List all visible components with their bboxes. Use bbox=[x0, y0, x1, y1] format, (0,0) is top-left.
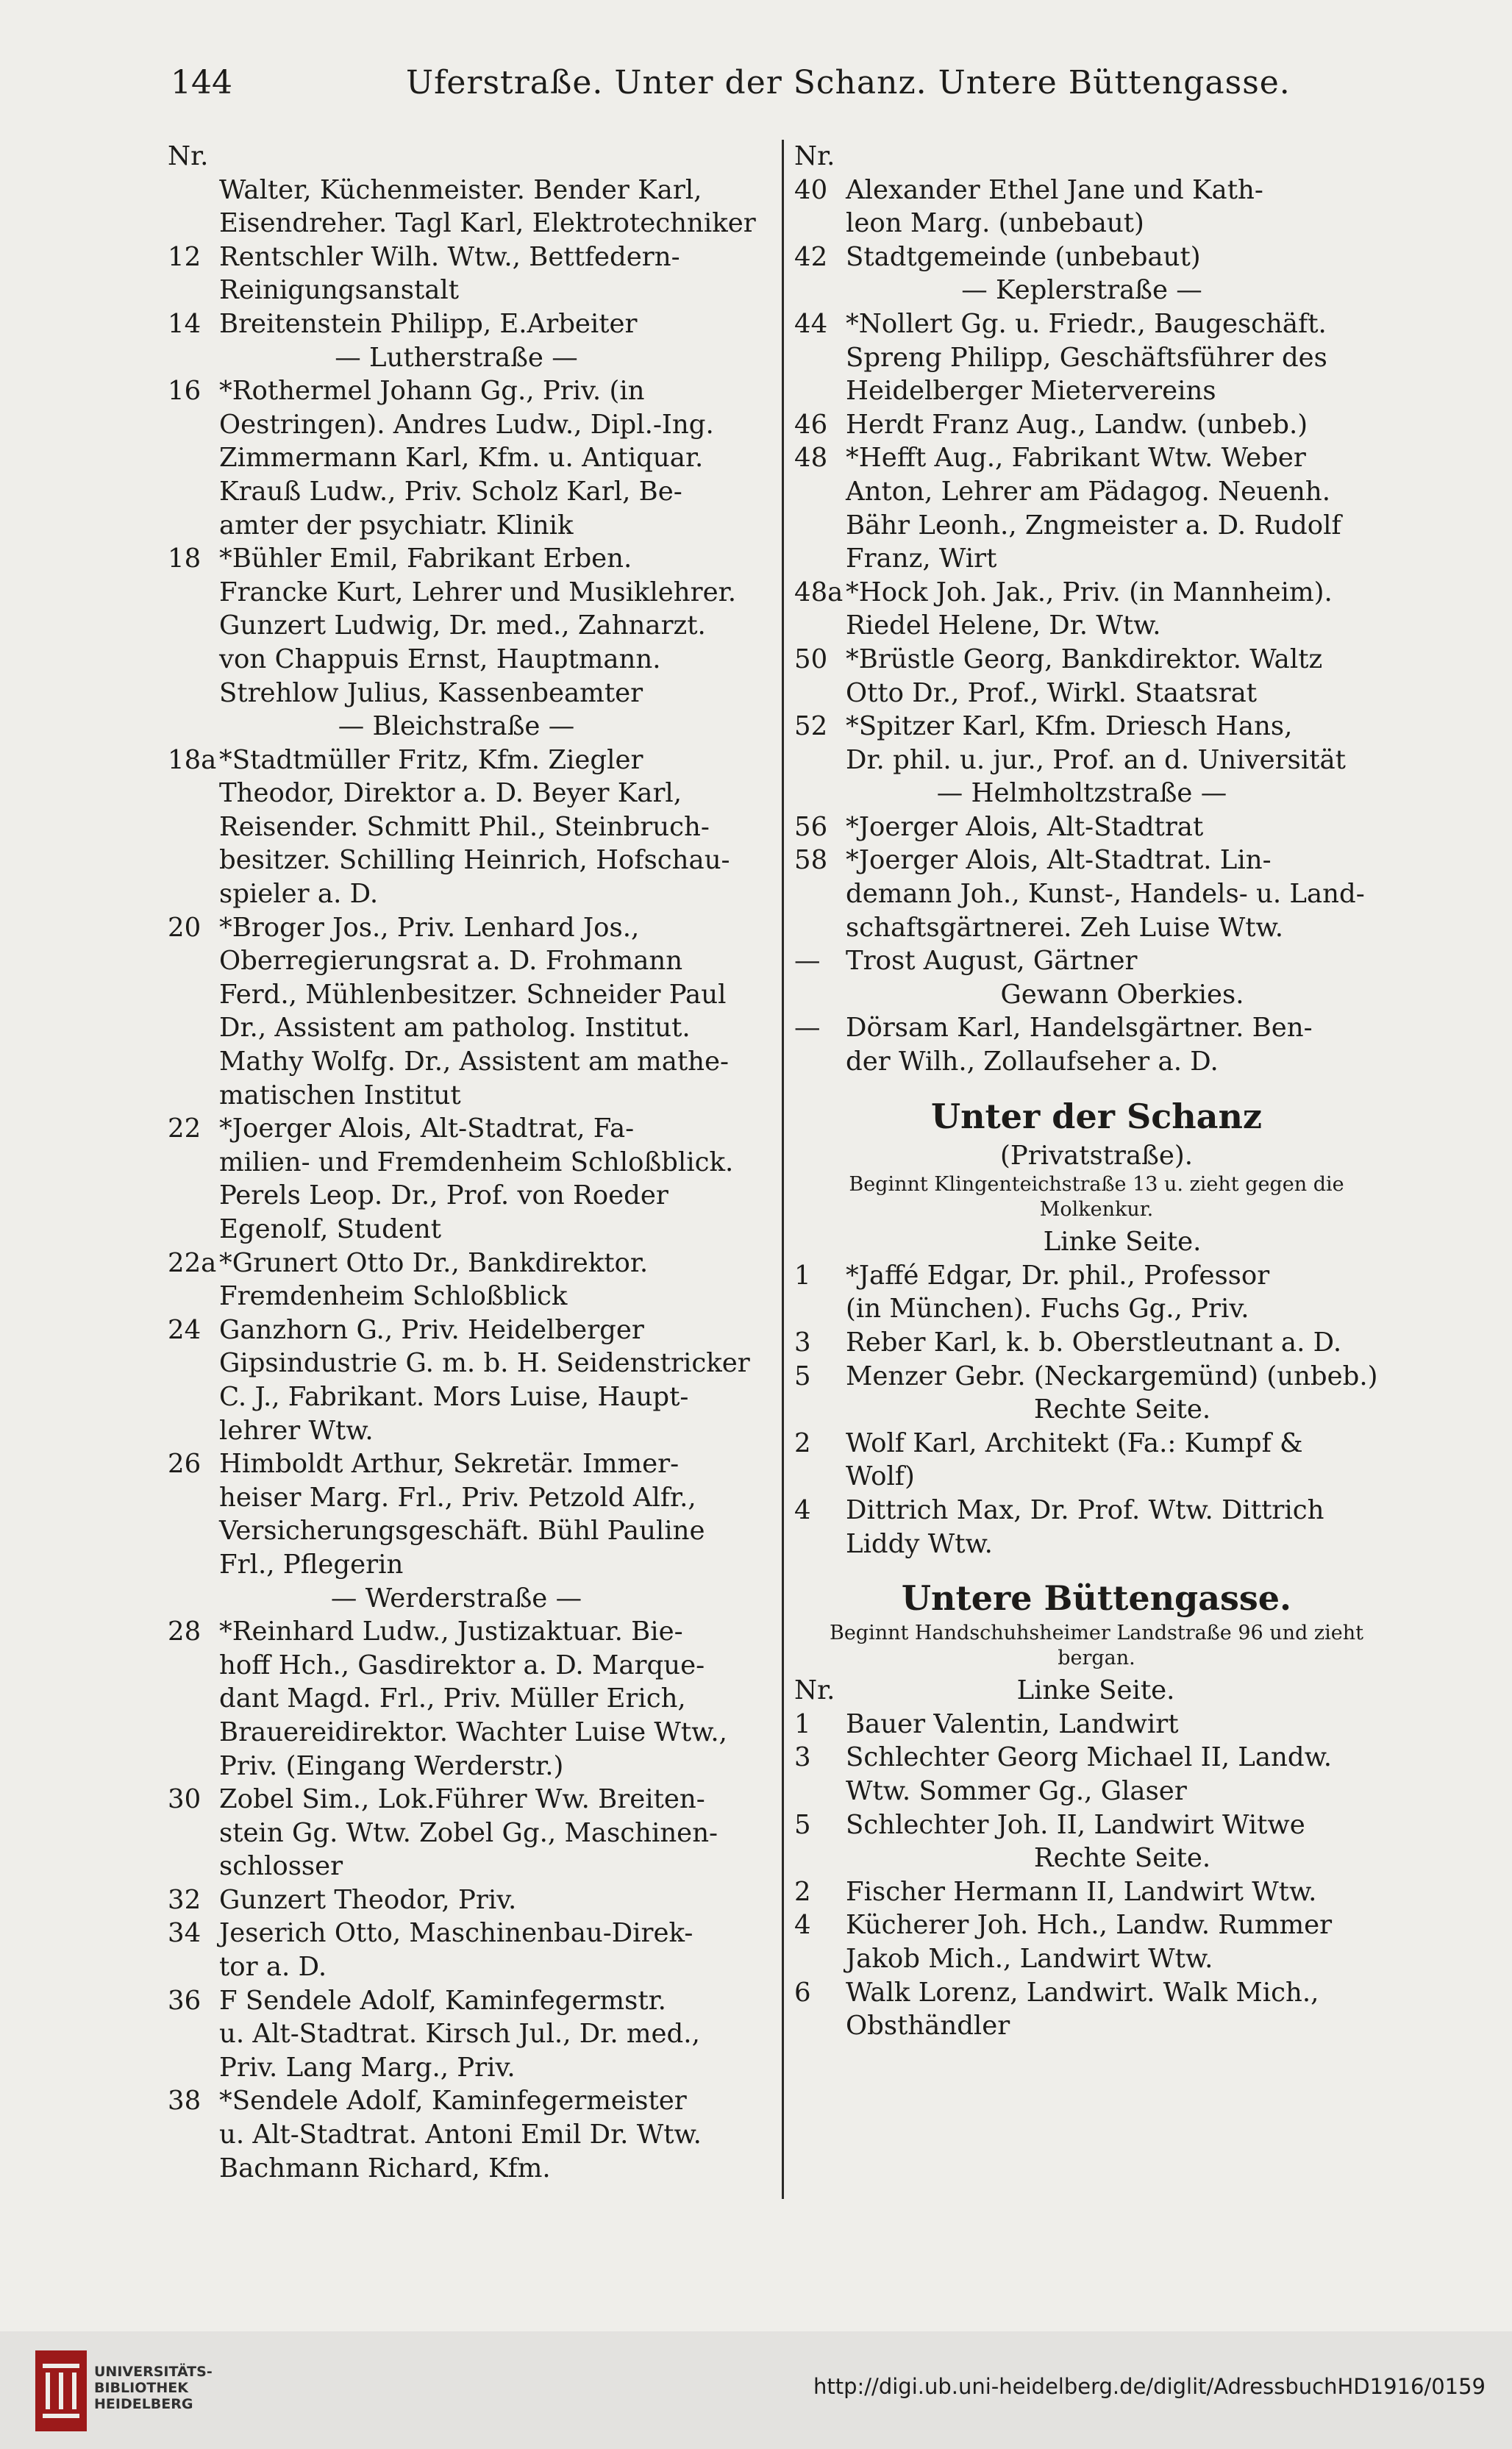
entry-text: *Stadtmüller Fritz, Kfm. Ziegler bbox=[219, 744, 643, 775]
address-entry bbox=[168, 1447, 774, 1481]
address-entry bbox=[794, 1427, 1399, 1461]
entry-continuation: Frl., Pflegerin bbox=[219, 1549, 404, 1580]
address-entry bbox=[794, 1875, 1399, 1909]
entry-continuation: stein Gg. Wtw. Zobel Gg., Maschinen- bbox=[219, 1817, 718, 1848]
cross-street-marker: — Helmholtzstraße — bbox=[936, 778, 1227, 809]
entry-continuation: C. J., Fabrikant. Mors Luise, Haupt- bbox=[219, 1381, 689, 1412]
house-number: 34 bbox=[168, 1918, 202, 1949]
address-entry bbox=[168, 2084, 774, 2118]
entry-text: *Grunert Otto Dr., Bankdirektor. bbox=[219, 1247, 649, 1278]
entry-continuation: besitzer. Schilling Heinrich, Hofschau- bbox=[219, 845, 730, 876]
address-entry bbox=[168, 1984, 774, 2018]
entry-continuation: Brauereidirektor. Wachter Luise Wtw., bbox=[219, 1717, 727, 1747]
entry-continuation: Strehlow Julius, Kassenbeamter bbox=[219, 677, 643, 708]
house-number: 38 bbox=[168, 2086, 202, 2117]
column-number-header: Nr. bbox=[794, 1675, 835, 1706]
entry-continuation: Oestringen). Andres Ludw., Dipl.-Ing. bbox=[219, 409, 714, 440]
library-name-line: HEIDELBERG bbox=[94, 2396, 193, 2412]
entry-continuation: Fremdenheim Schloßblick bbox=[219, 1281, 568, 1312]
entry-text: *Jaffé Edgar, Dr. phil., Professor bbox=[846, 1260, 1270, 1291]
entry-continuation: Perels Leop. Dr., Prof. von Roeder bbox=[219, 1180, 668, 1211]
section-heading-untere-buettengasse: Untere Büttengasse. bbox=[901, 1578, 1292, 1619]
entry-continuation: Krauß Ludw., Priv. Scholz Karl, Be- bbox=[219, 476, 682, 507]
column-number-header: Nr. bbox=[794, 141, 835, 171]
house-number: 56 bbox=[794, 811, 828, 842]
unter-der-schanz-entries bbox=[794, 1225, 1399, 1561]
entry-continuation: Heidelberger Mietervereins bbox=[846, 376, 1216, 407]
entry-text: Trost August, Gärtner bbox=[846, 946, 1138, 977]
address-entry bbox=[794, 1360, 1399, 1394]
page-header bbox=[171, 57, 1421, 109]
entry-text: *Joerger Alois, Alt-Stadtrat, Fa- bbox=[219, 1113, 635, 1144]
uferstrasse-continuation bbox=[794, 140, 1399, 1079]
cross-street-marker: — Lutherstraße — bbox=[335, 342, 578, 373]
address-entry bbox=[168, 307, 774, 341]
entry-continuation: Theodor, Direktor a. D. Beyer Karl, bbox=[219, 778, 682, 809]
address-entry bbox=[794, 408, 1399, 442]
entry-continuation: Liddy Wtw. bbox=[846, 1528, 993, 1559]
house-number: 50 bbox=[794, 644, 828, 674]
address-entry bbox=[794, 944, 1399, 978]
address-entry bbox=[794, 576, 1399, 610]
address-entry bbox=[794, 710, 1399, 744]
house-number: 22a bbox=[168, 1247, 217, 1278]
house-number: 58 bbox=[794, 845, 828, 876]
house-number: 36 bbox=[168, 1985, 202, 2016]
entry-text: *Hefft Aug., Fabrikant Wtw. Weber bbox=[846, 443, 1306, 474]
entry-continuation: Bachmann Richard, Kfm. bbox=[219, 2153, 551, 2184]
house-number: 14 bbox=[168, 308, 202, 339]
house-number: 22 bbox=[168, 1113, 202, 1144]
entry-continuation: demann Joh., Kunst-, Handels- u. Land- bbox=[846, 879, 1365, 910]
library-name bbox=[94, 2364, 213, 2412]
address-entry bbox=[168, 240, 774, 274]
entry-continuation: matischen Institut bbox=[219, 1080, 461, 1111]
entry-continuation: Oberregierungsrat a. D. Frohmann bbox=[219, 946, 683, 977]
entry-text: Schlechter Georg Michael II, Landw. bbox=[846, 1742, 1333, 1773]
entry-continuation: Reisender. Schmitt Phil., Steinbruch- bbox=[219, 811, 710, 842]
entry-text: Alexander Ethel Jane und Kath- bbox=[846, 174, 1263, 205]
running-title: Uferstraße. Unter der Schanz. Untere Büttengasse. bbox=[406, 64, 1291, 101]
side-subheading: Linke Seite. bbox=[1043, 1227, 1202, 1258]
library-name-line: UNIVERSITÄTS- bbox=[94, 2364, 213, 2380]
entry-continuation: Eisendreher. Tagl Karl, Elektrotechniker bbox=[219, 208, 756, 239]
entry-text: *Broger Jos., Priv. Lenhard Jos., bbox=[219, 912, 640, 943]
entry-text: *Joerger Alois, Alt-Stadtrat bbox=[846, 811, 1204, 842]
entry-continuation: dant Magd. Frl., Priv. Müller Erich, bbox=[219, 1683, 686, 1714]
house-number: 48a bbox=[794, 577, 844, 607]
entry-continuation: Riedel Helene, Dr. Wtw. bbox=[846, 610, 1161, 641]
side-subheading: Rechte Seite. bbox=[1033, 1394, 1211, 1425]
column-number-header: Nr. bbox=[168, 141, 209, 171]
house-number: — bbox=[794, 1013, 821, 1044]
entry-continuation: Wolf) bbox=[846, 1461, 915, 1492]
entry-text: Zobel Sim., Lok.Führer Ww. Breiten- bbox=[219, 1784, 705, 1815]
house-number: 16 bbox=[168, 376, 202, 407]
address-entry bbox=[794, 1494, 1399, 1527]
entry-continuation: Gunzert Ludwig, Dr. med., Zahnarzt. bbox=[219, 610, 706, 641]
house-number: 3 bbox=[794, 1742, 811, 1773]
source-url-link[interactable]: http://digi.ub.uni-heidelberg.de/diglit/AdressbuchHD1916/0159 bbox=[813, 2374, 1486, 2399]
address-entry bbox=[168, 374, 774, 408]
library-name-line: BIBLIOTHEK bbox=[94, 2380, 188, 2396]
entry-continuation: hoff Hch., Gasdirektor a. D. Marque- bbox=[219, 1650, 705, 1680]
house-number: 4 bbox=[794, 1910, 811, 1941]
entry-text: Fischer Hermann II, Landwirt Wtw. bbox=[846, 1876, 1317, 1907]
house-number: 12 bbox=[168, 241, 202, 272]
entry-text: Herdt Franz Aug., Landw. (unbeb.) bbox=[846, 409, 1308, 440]
entry-continuation: Wtw. Sommer Gg., Glaser bbox=[846, 1775, 1187, 1806]
address-entry bbox=[794, 1708, 1399, 1742]
section-note: Beginnt Klingenteichstraße 13 u. zieht gegen die Molkenkur. bbox=[849, 1173, 1344, 1222]
address-entry bbox=[794, 1908, 1399, 1942]
entry-text: Stadtgemeinde (unbebaut) bbox=[846, 241, 1201, 272]
address-entry bbox=[794, 1808, 1399, 1842]
entry-continuation: heiser Marg. Frl., Priv. Petzold Alfr., bbox=[219, 1482, 696, 1513]
house-number: 1 bbox=[794, 1260, 811, 1291]
house-number: 6 bbox=[794, 1977, 811, 2008]
side-subheading: Gewann Oberkies. bbox=[1000, 979, 1244, 1010]
entry-continuation: schlosser bbox=[219, 1851, 343, 1882]
address-entry bbox=[168, 911, 774, 945]
house-number: 42 bbox=[794, 241, 828, 272]
section-note: Beginnt Handschuhsheimer Landstraße 96 und zieht bergan. bbox=[829, 1622, 1363, 1670]
section-heading-unter-der-schanz: Unter der Schanz bbox=[930, 1096, 1263, 1136]
side-subheading: Rechte Seite. bbox=[1033, 1843, 1211, 1874]
entry-continuation: amter der psychiatr. Klinik bbox=[219, 510, 574, 541]
entry-text: Menzer Gebr. (Neckargemünd) (unbeb.) bbox=[846, 1361, 1378, 1391]
entry-text: *Nollert Gg. u. Friedr., Baugeschäft. bbox=[846, 308, 1327, 339]
address-entry bbox=[168, 1615, 774, 1649]
entry-text: Dittrich Max, Dr. Prof. Wtw. Dittrich bbox=[846, 1494, 1324, 1525]
address-entry bbox=[168, 744, 774, 777]
house-number: 3 bbox=[794, 1327, 811, 1358]
entry-continuation: lehrer Wtw. bbox=[219, 1415, 374, 1446]
house-number: 2 bbox=[794, 1427, 811, 1458]
address-entry bbox=[168, 1313, 774, 1347]
untere-buettengasse-entries bbox=[794, 1674, 1399, 2043]
entry-continuation: Anton, Lehrer am Pädagog. Neuenh. bbox=[846, 476, 1331, 507]
entry-text: F Sendele Adolf, Kaminfegermstr. bbox=[219, 1985, 666, 2016]
entry-text: Walk Lorenz, Landwirt. Walk Mich., bbox=[846, 1977, 1319, 2008]
cross-street-marker: — Werderstraße — bbox=[330, 1583, 582, 1614]
address-entry bbox=[794, 307, 1399, 341]
entry-text: Dörsam Karl, Handelsgärtner. Ben- bbox=[846, 1013, 1313, 1044]
address-entry bbox=[168, 1783, 774, 1817]
entry-continuation: Ferd., Mühlenbesitzer. Schneider Paul bbox=[219, 979, 727, 1010]
address-entry bbox=[794, 1976, 1399, 2010]
entry-text: Gunzert Theodor, Priv. bbox=[219, 1884, 517, 1915]
entry-continuation: von Chappuis Ernst, Hauptmann. bbox=[219, 644, 661, 674]
entry-continuation: tor a. D. bbox=[219, 1952, 327, 1983]
house-number: — bbox=[794, 946, 821, 977]
address-entry bbox=[794, 240, 1399, 274]
entry-continuation: Dr. phil. u. jur., Prof. an d. Universität bbox=[846, 744, 1346, 775]
section-subtitle: (Privatstraße). bbox=[999, 1140, 1194, 1171]
entry-continuation: leon Marg. (unbebaut) bbox=[846, 208, 1144, 239]
column-divider bbox=[782, 140, 784, 2199]
entry-continuation: milien- und Fremdenheim Schloßblick. bbox=[219, 1147, 734, 1177]
entry-continuation: schaftsgärtnerei. Zeh Luise Wtw. bbox=[846, 912, 1283, 943]
entry-continuation: der Wilh., Zollaufseher a. D. bbox=[846, 1047, 1219, 1077]
address-entry bbox=[794, 441, 1399, 475]
entry-continuation: spieler a. D. bbox=[219, 879, 379, 910]
entry-continuation: Otto Dr., Prof., Wirkl. Staatsrat bbox=[846, 677, 1258, 708]
address-entry bbox=[794, 1011, 1399, 1045]
entry-text: Rentschler Wilh. Wtw., Bettfedern- bbox=[219, 241, 680, 272]
entry-text: Breitenstein Philipp, E.Arbeiter bbox=[219, 308, 638, 339]
house-number: 5 bbox=[794, 1361, 811, 1391]
entry-continuation: Dr., Assistent am patholog. Institut. bbox=[219, 1013, 691, 1044]
house-number: 18a bbox=[168, 744, 217, 775]
entry-continuation: Obsthändler bbox=[846, 2011, 1010, 2042]
address-entry bbox=[794, 1326, 1399, 1360]
entry-continuation: Egenolf, Student bbox=[219, 1214, 441, 1244]
entry-continuation: Spreng Philipp, Geschäftsführer des bbox=[846, 342, 1327, 373]
address-entry bbox=[168, 542, 774, 576]
entry-text: *Spitzer Karl, Kfm. Driesch Hans, bbox=[846, 711, 1293, 742]
entry-continuation: Jakob Mich., Landwirt Wtw. bbox=[846, 1943, 1213, 1974]
entry-text: *Sendele Adolf, Kaminfegermeister bbox=[219, 2086, 687, 2117]
cross-street-marker: — Bleichstraße — bbox=[338, 711, 575, 742]
entry-continuation: Francke Kurt, Lehrer und Musiklehrer. bbox=[219, 577, 736, 607]
entry-text: *Reinhard Ludw., Justizaktuar. Bie- bbox=[219, 1616, 683, 1647]
house-number: 30 bbox=[168, 1784, 202, 1815]
house-number: 28 bbox=[168, 1616, 202, 1647]
entry-text: Jeserich Otto, Maschinenbau-Direk- bbox=[219, 1918, 693, 1949]
address-entry bbox=[168, 1883, 774, 1917]
entry-text: Ganzhorn G., Priv. Heidelberger bbox=[219, 1314, 644, 1345]
entry-continuation: Bähr Leonh., Zngmeister a. D. Rudolf bbox=[846, 510, 1341, 541]
entry-text: Kücherer Joh. Hch., Landw. Rummer bbox=[846, 1910, 1333, 1941]
cross-street-marker: — Keplerstraße — bbox=[961, 275, 1202, 306]
entry-text: *Brüstle Georg, Bankdirektor. Waltz bbox=[846, 644, 1323, 674]
address-entry bbox=[794, 810, 1399, 844]
entry-continuation: Reinigungsanstalt bbox=[219, 275, 460, 306]
entry-continuation: Franz, Wirt bbox=[846, 543, 997, 574]
house-number: 44 bbox=[794, 308, 828, 339]
house-number: 24 bbox=[168, 1314, 202, 1345]
university-library-logo-icon bbox=[35, 2350, 87, 2431]
page-number: 144 bbox=[171, 64, 232, 101]
entry-text: *Joerger Alois, Alt-Stadtrat. Lin- bbox=[846, 845, 1272, 876]
address-entry bbox=[794, 643, 1399, 677]
right-column bbox=[794, 140, 1399, 2195]
entry-text: *Bühler Emil, Fabrikant Erben. bbox=[219, 543, 632, 574]
entry-continuation: Priv. (Eingang Werderstr.) bbox=[219, 1750, 564, 1781]
entry-continuation: u. Alt-Stadtrat. Antoni Emil Dr. Wtw. bbox=[219, 2120, 702, 2150]
address-entry bbox=[168, 1247, 774, 1280]
entry-continuation: Mathy Wolfg. Dr., Assistent am mathe- bbox=[219, 1047, 730, 1077]
house-number: 46 bbox=[794, 409, 828, 440]
entry-text: Reber Karl, k. b. Oberstleutnant a. D. bbox=[846, 1327, 1342, 1358]
entry-continuation: (in München). Fuchs Gg., Priv. bbox=[846, 1294, 1249, 1325]
left-column bbox=[168, 140, 774, 2195]
entry-text: Himboldt Arthur, Sekretär. Immer- bbox=[219, 1449, 680, 1480]
house-number: 1 bbox=[794, 1708, 811, 1739]
house-number: 20 bbox=[168, 912, 202, 943]
entry-text: Bauer Valentin, Landwirt bbox=[846, 1708, 1179, 1739]
address-entry bbox=[794, 174, 1399, 207]
house-number: 5 bbox=[794, 1809, 811, 1840]
address-entry bbox=[168, 1917, 774, 1950]
entry-continuation: u. Alt-Stadtrat. Kirsch Jul., Dr. med., bbox=[219, 2019, 700, 2050]
entry-text: *Hock Joh. Jak., Priv. (in Mannheim). bbox=[846, 577, 1333, 607]
house-number: 32 bbox=[168, 1884, 202, 1915]
house-number: 4 bbox=[794, 1494, 811, 1525]
entry-continuation: Zimmermann Karl, Kfm. u. Antiquar. bbox=[219, 443, 704, 474]
address-entry bbox=[794, 1259, 1399, 1293]
entry-continuation: Walter, Küchenmeister. Bender Karl, bbox=[219, 174, 702, 205]
entry-continuation: Priv. Lang Marg., Priv. bbox=[219, 2052, 516, 2083]
house-number: 48 bbox=[794, 443, 828, 474]
entry-text: Wolf Karl, Architekt (Fa.: Kumpf & bbox=[846, 1427, 1303, 1458]
house-number: 18 bbox=[168, 543, 202, 574]
address-entry bbox=[794, 1741, 1399, 1775]
address-entry bbox=[168, 1112, 774, 1146]
house-number: 52 bbox=[794, 711, 828, 742]
house-number: 40 bbox=[794, 174, 828, 205]
house-number: 2 bbox=[794, 1876, 811, 1907]
address-entry bbox=[794, 844, 1399, 877]
house-number: 26 bbox=[168, 1449, 202, 1480]
entry-continuation: Versicherungsgeschäft. Bühl Pauline bbox=[219, 1516, 705, 1547]
side-subheading-text: Linke Seite. bbox=[1016, 1675, 1175, 1706]
entry-text: Schlechter Joh. II, Landwirt Witwe bbox=[846, 1809, 1305, 1840]
side-subheading bbox=[794, 1674, 1399, 1708]
entry-continuation: Gipsindustrie G. m. b. H. Seidenstricker bbox=[219, 1348, 750, 1379]
entry-text: *Rothermel Johann Gg., Priv. (in bbox=[219, 376, 645, 407]
